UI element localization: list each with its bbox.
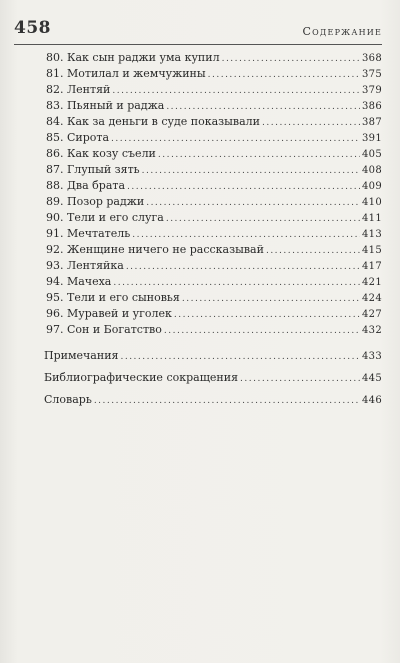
toc-entry — [46, 98, 382, 114]
toc-leader-dots — [240, 371, 360, 387]
header-rule — [14, 44, 382, 45]
toc-entry — [46, 194, 382, 210]
toc-entry-page: 410 — [362, 197, 382, 208]
toc-entry-title: 96. Муравей и уголек — [46, 307, 172, 320]
toc-entry-page: 421 — [362, 277, 382, 288]
toc-entry-page: 427 — [362, 309, 382, 320]
toc-entry-page: 387 — [362, 117, 382, 128]
toc-leader-dots — [222, 51, 360, 67]
toc-entry — [46, 114, 382, 130]
toc-entry-page: 408 — [362, 165, 382, 176]
toc-entry-title: Примечания — [44, 349, 119, 362]
toc-leader-dots — [208, 67, 360, 83]
toc-entry-title: 92. Женщине ничего не рассказывай — [46, 243, 264, 256]
toc-entry-page: 379 — [362, 85, 382, 96]
toc-leader-dots — [166, 99, 360, 115]
section-title: Содержание — [302, 25, 382, 38]
toc-entry — [46, 306, 382, 322]
toc-entry-title: 82. Лентяй — [46, 83, 111, 96]
toc-entry-title: 86. Как козу съели — [46, 147, 156, 160]
toc-leader-dots — [111, 131, 360, 147]
toc-leader-dots — [174, 307, 360, 323]
toc-entry-title: 94. Мачеха — [46, 275, 112, 288]
toc-entry-page: 368 — [362, 53, 382, 64]
toc-entry — [46, 274, 382, 290]
toc-entry-title: Словарь — [44, 393, 92, 406]
toc-entry-page: 432 — [362, 325, 382, 336]
toc-entry-title: Библиографические сокращения — [44, 371, 239, 384]
toc-entry-page: 391 — [362, 133, 382, 144]
toc-back-matter-entry — [44, 392, 382, 408]
toc-leader-dots — [120, 349, 360, 365]
toc-leader-dots — [182, 291, 360, 307]
toc-entry-page: 415 — [362, 245, 382, 256]
toc-leader-dots — [112, 83, 360, 99]
toc-entry-title: 83. Пьяный и раджа — [46, 99, 165, 112]
toc-back-matter-entry — [44, 370, 382, 386]
toc-leader-dots — [166, 211, 360, 227]
toc-entry-page: 446 — [362, 395, 382, 406]
toc-entry — [46, 178, 382, 194]
toc-entry — [46, 210, 382, 226]
toc-entry-page: 433 — [362, 351, 382, 362]
toc-entry-title: 88. Два брата — [46, 179, 126, 192]
toc-entry-page: 445 — [362, 373, 382, 384]
page-number: 458 — [14, 18, 51, 38]
toc-leader-dots — [127, 179, 360, 195]
toc-entry-title: 91. Мечтатель — [46, 227, 131, 240]
toc-entry-title: 93. Лентяйка — [46, 259, 124, 272]
toc-entry-title: 89. Позор раджи — [46, 195, 145, 208]
toc-entry-page: 409 — [362, 181, 382, 192]
toc-entry-title: 87. Глупый зять — [46, 163, 140, 176]
toc-entry — [46, 242, 382, 258]
toc-entry-title: 95. Тели и его сыновья — [46, 291, 180, 304]
toc-entry-title: 90. Тели и его слуга — [46, 211, 164, 224]
toc-leader-dots — [94, 393, 360, 409]
toc-entry — [46, 82, 382, 98]
toc-leader-dots — [164, 323, 360, 339]
toc-entry-title: 84. Как за деньги в суде показывали — [46, 115, 260, 128]
toc-entry-page: 411 — [362, 213, 382, 224]
toc-entry — [46, 50, 382, 66]
toc-entry-page: 386 — [362, 101, 382, 112]
toc-entry-title: 81. Мотилал и жемчужины — [46, 67, 206, 80]
toc-entry-page: 417 — [362, 261, 382, 272]
toc-entry-page: 375 — [362, 69, 382, 80]
toc-leader-dots — [132, 227, 360, 243]
toc-entry-page: 424 — [362, 293, 382, 304]
toc-entry — [46, 146, 382, 162]
toc-leader-dots — [142, 163, 360, 179]
toc-leader-dots — [262, 115, 360, 131]
toc-entry-page: 405 — [362, 149, 382, 160]
toc-leader-dots — [146, 195, 360, 211]
toc-leader-dots — [158, 147, 360, 163]
toc-entry — [46, 290, 382, 306]
toc-entry-page: 413 — [362, 229, 382, 240]
toc-entry-title: 97. Сон и Богатство — [46, 323, 162, 336]
toc-entry — [46, 162, 382, 178]
toc-leader-dots — [113, 275, 360, 291]
running-head — [0, 0, 400, 46]
toc-entry-title: 80. Как сын раджи ума купил — [46, 51, 220, 64]
toc-entry — [46, 258, 382, 274]
toc-leader-dots — [126, 259, 360, 275]
toc-entry-title: 85. Сирота — [46, 131, 110, 144]
toc-leader-dots — [266, 243, 360, 259]
toc-entry — [46, 66, 382, 82]
toc-entry — [46, 322, 382, 338]
toc-back-matter-entry — [44, 348, 382, 364]
toc-entry — [46, 226, 382, 242]
toc-entry — [46, 130, 382, 146]
